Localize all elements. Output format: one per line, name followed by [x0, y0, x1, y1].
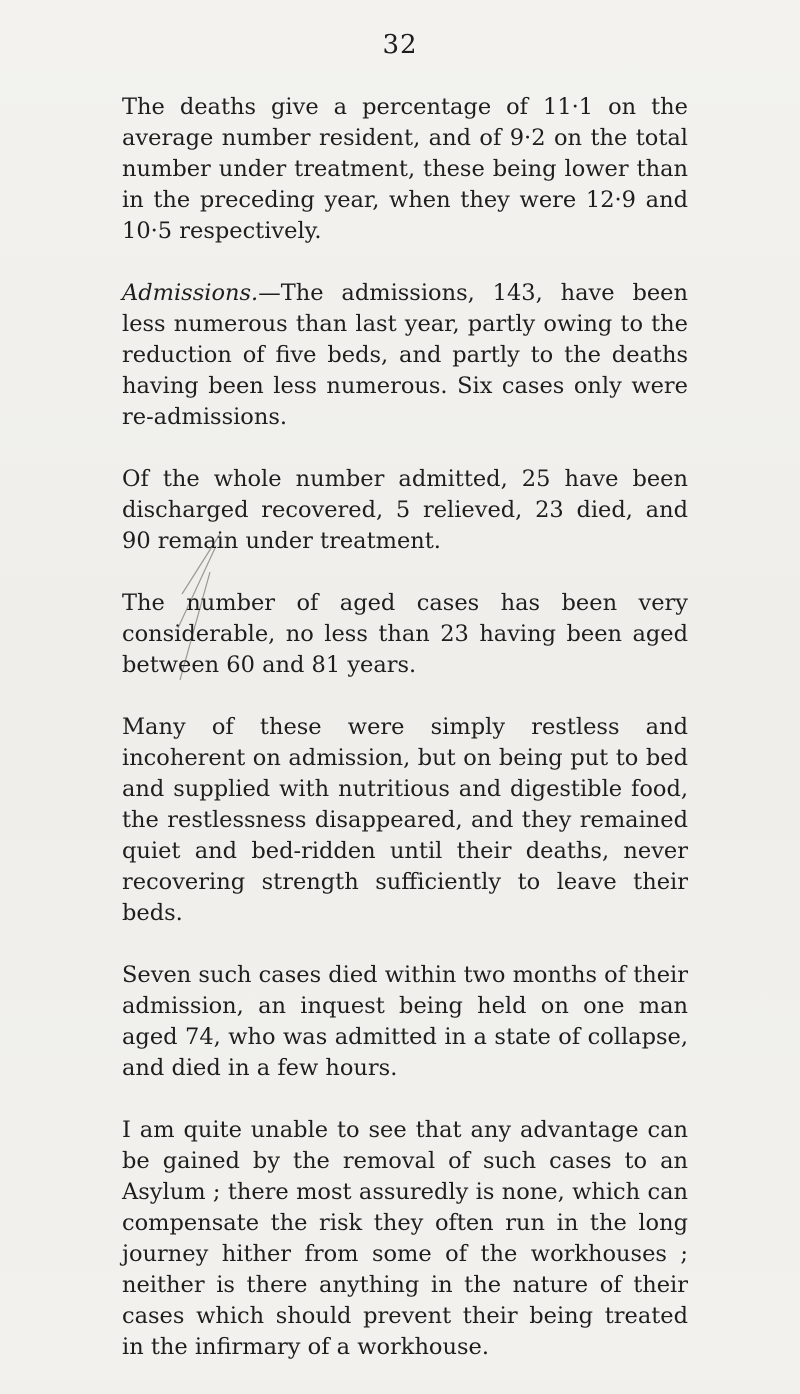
paragraph-asylum-removal: I am quite unable to see that any advantage can be gained by the removal of such cases to an Asylum ; there most assuredly is none, which can compensate the risk they often run in the long journey hither from some of the workhouses ; neither is there anything in the nature of their cases which should prevent their being treated in the infirmary of a workhouse.	[122, 1117, 688, 1360]
section-heading-admissions: Admissions.	[122, 280, 259, 306]
paragraph-seven-cases: Seven such cases died within two months of their admission, an inquest being held on one man aged 74, who was admitted in a state of collapse, and died in a few hours.	[122, 962, 688, 1081]
paragraph-deaths: The deaths give a percentage of 11·1 on the average number resident, and of 9·2 on the total number under treatment, these being lower than in the preceding year, when they were 12·9 and 10·5 respectively.	[122, 94, 688, 244]
paragraph-admissions: Admissions.—The admissions, 143, have been less numerous than last year, partly owing to the reduction of five beds, and partly to the deaths having been less numerous. Six cases only were re-admissions.	[122, 280, 688, 430]
paragraph-outcomes: Of the whole number admitted, 25 have been discharged recovered, 5 relieved, 23 died, and 90 remain under treatment.	[122, 466, 688, 554]
paragraph-restless: Many of these were simply restless and incoherent on admission, but on being put to bed and supplied with nutritious and digestible food, the restlessness disappeared, and they remained quiet and bed-ridden until their deaths, never recovering strength sufficiently to leave their beds.	[122, 714, 688, 926]
body-text	[122, 92, 688, 1394]
page-number: 32	[382, 30, 418, 60]
paragraph-aged-cases: The number of aged cases has been very considerable, no less than 23 having been aged between 60 and 81 years.	[122, 590, 688, 678]
